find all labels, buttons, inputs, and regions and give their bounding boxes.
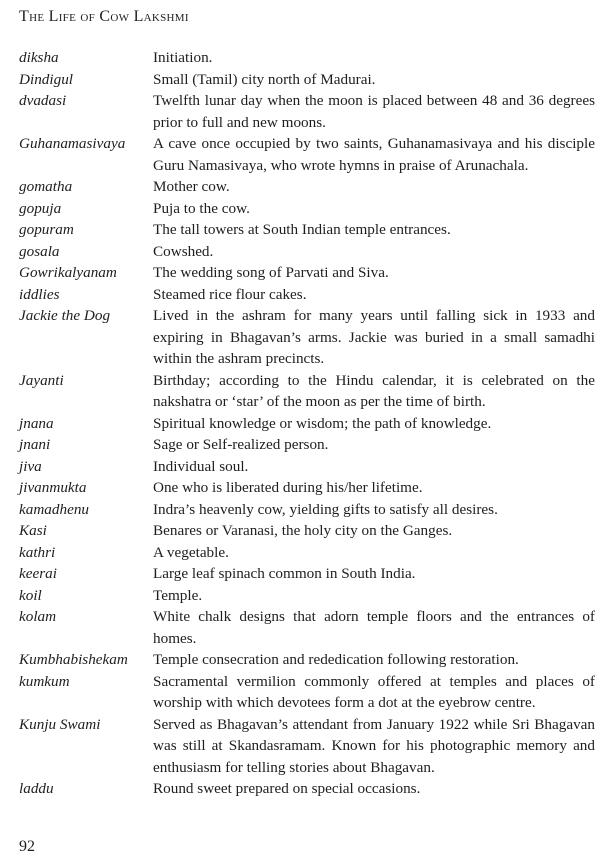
glossary-definition: Temple. bbox=[153, 586, 203, 604]
glossary-entry bbox=[19, 241, 597, 263]
page-number: 92 bbox=[19, 838, 35, 855]
glossary-term: Kumbhabishekam bbox=[19, 651, 128, 668]
glossary-term: koil bbox=[19, 586, 42, 604]
glossary-term: gopuja bbox=[19, 199, 62, 217]
glossary-term: kathri bbox=[19, 543, 56, 561]
glossary-entry bbox=[19, 90, 597, 133]
glossary-term: Guhanamasivaya bbox=[19, 135, 126, 152]
glossary-definition: White chalk designs that adorn temple floors and the entrances of homes. bbox=[153, 608, 595, 647]
glossary-entry bbox=[19, 133, 597, 176]
glossary-definition: Indra’s heavenly cow, yielding gifts to satisfy all desires. bbox=[153, 500, 498, 518]
glossary-entry bbox=[19, 176, 597, 198]
glossary-definition: Sage or Self-realized person. bbox=[153, 436, 329, 453]
glossary-term: Dindigul bbox=[19, 70, 74, 88]
glossary-definition: Birthday; according to the Hindu calendar, it is celebrated on the nakshatra or ‘star’ of the moon as per the time of birth. bbox=[153, 371, 595, 410]
glossary-definition: Served as Bhagavan’s attendant from January 1922 while Sri Bhagavan was still at Skandasramam. Known for his photographic memory and enthusiasm for telling stories about Bhagavan. bbox=[153, 715, 595, 776]
running-header: The Life of Cow Lakshmi bbox=[19, 8, 189, 25]
glossary-definition: Small (Tamil) city north of Madurai. bbox=[153, 70, 376, 88]
glossary-entry bbox=[19, 69, 597, 91]
glossary-definition: Initiation. bbox=[153, 49, 213, 66]
glossary-definition: Individual soul. bbox=[153, 457, 249, 475]
glossary-entry bbox=[19, 262, 597, 284]
glossary-term: kolam bbox=[19, 608, 57, 625]
glossary-definition: One who is liberated during his/her lifetime. bbox=[153, 479, 423, 496]
glossary-term: kamadhenu bbox=[19, 500, 90, 518]
glossary-term: gomatha bbox=[19, 178, 73, 195]
glossary-entry bbox=[19, 542, 597, 564]
glossary-term: kumkum bbox=[19, 672, 70, 690]
glossary-entry bbox=[19, 585, 597, 607]
glossary-definition: Large leaf spinach common in South India. bbox=[153, 565, 416, 582]
glossary-entry bbox=[19, 499, 597, 521]
glossary-entry bbox=[19, 606, 597, 649]
glossary-definition: Temple consecration and rededication following restoration. bbox=[153, 651, 519, 668]
glossary-term: Jayanti bbox=[19, 371, 64, 389]
glossary-term: gopuram bbox=[19, 221, 74, 238]
glossary-term: Gowrikalyanam bbox=[19, 264, 117, 281]
glossary-entry bbox=[19, 434, 597, 456]
glossary-entry bbox=[19, 477, 597, 499]
glossary-definition: A cave once occupied by two saints, Guhanamasivaya and his disciple Guru Namasivaya, who wrote hymns in praise of Arunachala. bbox=[153, 135, 595, 174]
glossary-entry bbox=[19, 714, 597, 779]
glossary-definition: Mother cow. bbox=[153, 178, 230, 195]
glossary-term: jnana bbox=[19, 414, 54, 432]
glossary-definition: A vegetable. bbox=[153, 543, 229, 561]
glossary-term: gosala bbox=[19, 242, 60, 260]
glossary-definition: Twelfth lunar day when the moon is placed between 48 and 36 degrees prior to full and new moons. bbox=[153, 92, 595, 131]
glossary-definition: Steamed rice flour cakes. bbox=[153, 285, 307, 303]
glossary-definition: Benares or Varanasi, the holy city on the Ganges. bbox=[153, 522, 453, 539]
glossary-list bbox=[19, 47, 597, 800]
glossary-term: Kasi bbox=[19, 522, 47, 539]
glossary-definition: Lived in the ashram for many years until falling sick in 1933 and expiring in Bhagavan’s arms. Jackie was buried in a small samadhi within the ashram precincts. bbox=[153, 307, 595, 367]
glossary-entry bbox=[19, 778, 597, 800]
glossary-definition: The wedding song of Parvati and Siva. bbox=[153, 264, 389, 281]
glossary-entry bbox=[19, 370, 597, 413]
glossary-term: dvadasi bbox=[19, 92, 67, 109]
glossary-term: keerai bbox=[19, 565, 57, 582]
glossary-entry bbox=[19, 456, 597, 478]
glossary-entry bbox=[19, 520, 597, 542]
glossary-entry bbox=[19, 413, 597, 435]
glossary-entry bbox=[19, 47, 597, 69]
glossary-term: iddlies bbox=[19, 285, 60, 303]
glossary-term: laddu bbox=[19, 780, 54, 797]
glossary-definition: Spiritual knowledge or wisdom; the path of knowledge. bbox=[153, 414, 492, 432]
glossary-entry bbox=[19, 305, 597, 370]
glossary-term: jnani bbox=[19, 436, 51, 453]
glossary-definition: The tall towers at South Indian temple entrances. bbox=[153, 221, 451, 238]
glossary-term: jivanmukta bbox=[19, 479, 87, 496]
glossary-definition: Cowshed. bbox=[153, 242, 214, 260]
glossary-entry bbox=[19, 671, 597, 714]
glossary-definition: Round sweet prepared on special occasions. bbox=[153, 780, 421, 797]
glossary-term: Kunju Swami bbox=[19, 715, 101, 733]
glossary-term: diksha bbox=[19, 49, 59, 66]
glossary-term: Jackie the Dog bbox=[19, 307, 111, 324]
glossary-definition: Puja to the cow. bbox=[153, 199, 250, 217]
glossary-entry bbox=[19, 563, 597, 585]
glossary-entry bbox=[19, 198, 597, 220]
glossary-entry bbox=[19, 219, 597, 241]
glossary-definition: Sacramental vermilion commonly offered at temples and places of worship with which devotees form a dot at the eyebrow centre. bbox=[153, 672, 595, 711]
glossary-entry bbox=[19, 649, 597, 671]
glossary-term: jiva bbox=[19, 457, 42, 475]
glossary-entry bbox=[19, 284, 597, 306]
